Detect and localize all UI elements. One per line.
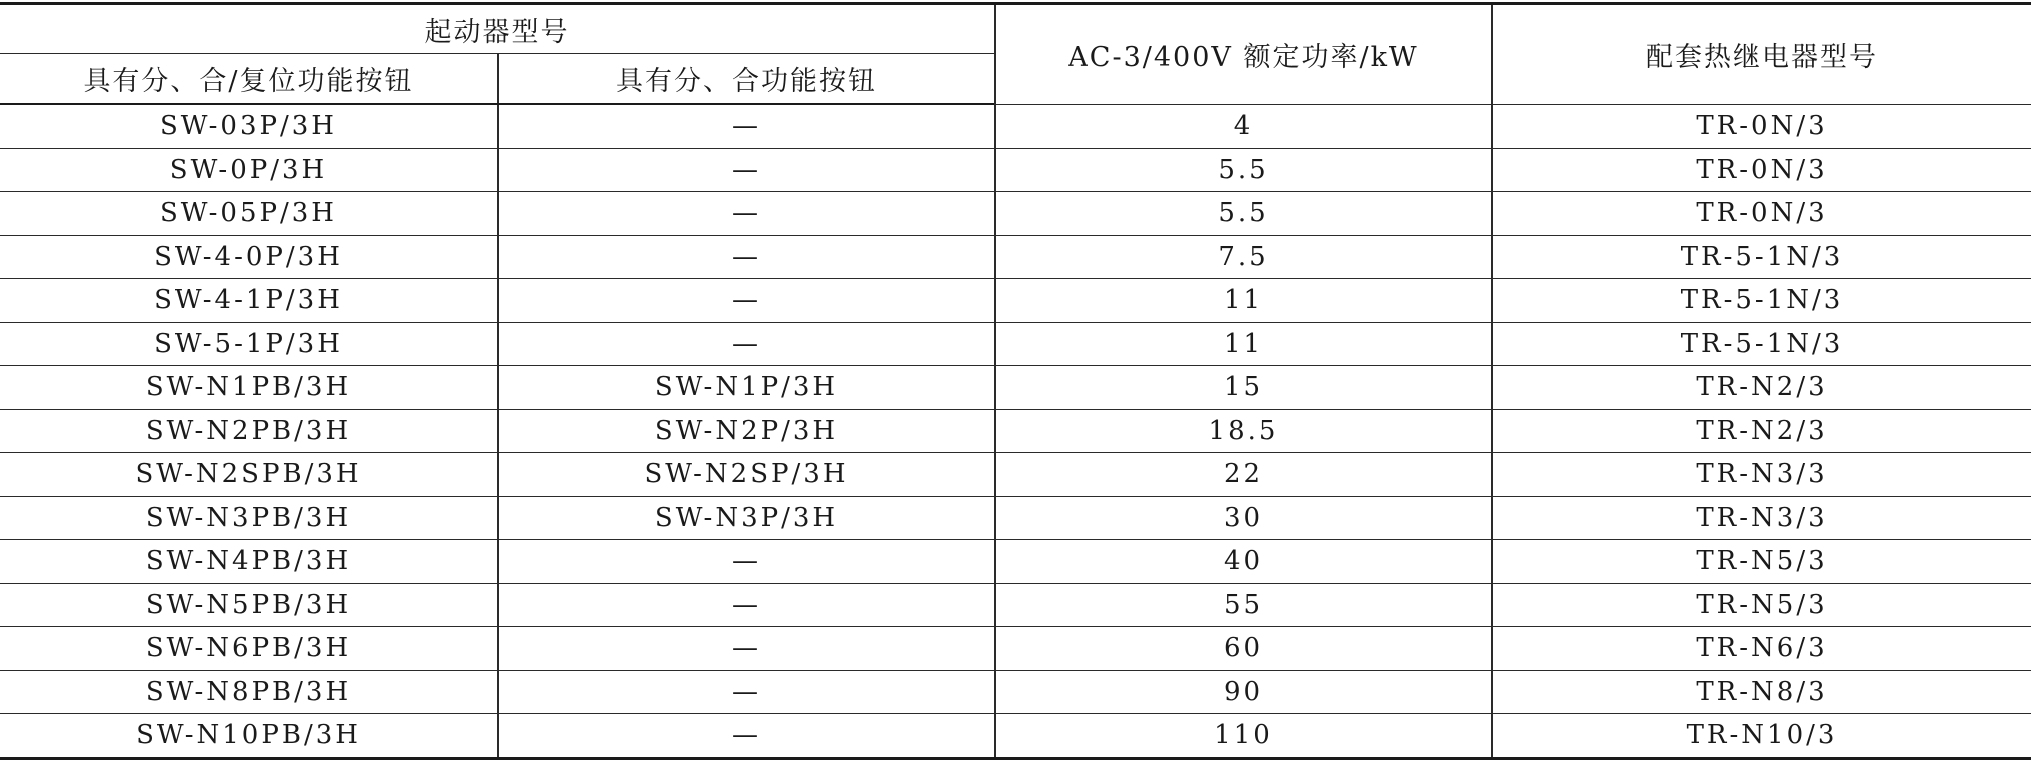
- table-row: [0, 104, 2031, 148]
- cell-rated-power: 110: [995, 714, 1492, 759]
- cell-rated-power: 5.5: [995, 192, 1492, 236]
- table-row: [0, 627, 2031, 671]
- cell-rated-power: 55: [995, 583, 1492, 627]
- table-row: [0, 279, 2031, 323]
- table-row: [0, 714, 2031, 759]
- cell-rated-power: 5.5: [995, 148, 1492, 192]
- table-row: [0, 148, 2031, 192]
- cell-relay-model: TR-5-1N/3: [1492, 279, 2031, 323]
- cell-rated-power: 7.5: [995, 235, 1492, 279]
- cell-rated-power: 4: [995, 104, 1492, 148]
- cell-relay-model: TR-0N/3: [1492, 104, 2031, 148]
- cell-basic-model: SW-N3P/3H: [498, 496, 995, 540]
- cell-rated-power: 18.5: [995, 409, 1492, 453]
- table-row: [0, 235, 2031, 279]
- cell-reset-model: SW-N10PB/3H: [0, 714, 498, 759]
- table-row: [0, 670, 2031, 714]
- cell-reset-model: SW-N1PB/3H: [0, 366, 498, 410]
- cell-relay-model: TR-N3/3: [1492, 496, 2031, 540]
- cell-rated-power: 90: [995, 670, 1492, 714]
- cell-relay-model: TR-N8/3: [1492, 670, 2031, 714]
- cell-reset-model: SW-4-0P/3H: [0, 235, 498, 279]
- cell-reset-model: SW-0P/3H: [0, 148, 498, 192]
- cell-relay-model: TR-N5/3: [1492, 540, 2031, 584]
- table-row: [0, 540, 2031, 584]
- table-row: [0, 453, 2031, 497]
- table-row: [0, 496, 2031, 540]
- cell-basic-model: —: [498, 540, 995, 584]
- cell-basic-model: —: [498, 627, 995, 671]
- cell-basic-model: SW-N2P/3H: [498, 409, 995, 453]
- cell-relay-model: TR-N10/3: [1492, 714, 2031, 759]
- starter-spec-table: [0, 2, 2031, 760]
- header-reset-button-model: 具有分、合/复位功能按钮: [0, 54, 498, 105]
- cell-basic-model: SW-N1P/3H: [498, 366, 995, 410]
- spec-table-container: [0, 2, 2031, 760]
- cell-basic-model: —: [498, 322, 995, 366]
- header-basic-button-model: 具有分、合功能按钮: [498, 54, 995, 105]
- cell-relay-model: TR-N2/3: [1492, 409, 2031, 453]
- cell-rated-power: 22: [995, 453, 1492, 497]
- table-row: [0, 366, 2031, 410]
- table-body: [0, 104, 2031, 758]
- cell-reset-model: SW-N6PB/3H: [0, 627, 498, 671]
- cell-basic-model: —: [498, 235, 995, 279]
- cell-rated-power: 15: [995, 366, 1492, 410]
- cell-relay-model: TR-N5/3: [1492, 583, 2031, 627]
- cell-basic-model: SW-N2SP/3H: [498, 453, 995, 497]
- cell-reset-model: SW-N8PB/3H: [0, 670, 498, 714]
- cell-relay-model: TR-0N/3: [1492, 148, 2031, 192]
- cell-reset-model: SW-4-1P/3H: [0, 279, 498, 323]
- cell-relay-model: TR-N6/3: [1492, 627, 2031, 671]
- cell-rated-power: 11: [995, 322, 1492, 366]
- cell-basic-model: —: [498, 279, 995, 323]
- table-row: [0, 192, 2031, 236]
- header-starter-model-group: 起动器型号: [0, 4, 995, 54]
- cell-rated-power: 30: [995, 496, 1492, 540]
- cell-rated-power: 40: [995, 540, 1492, 584]
- cell-relay-model: TR-0N/3: [1492, 192, 2031, 236]
- cell-reset-model: SW-05P/3H: [0, 192, 498, 236]
- table-header: [0, 4, 2031, 105]
- cell-reset-model: SW-N2SPB/3H: [0, 453, 498, 497]
- cell-reset-model: SW-N3PB/3H: [0, 496, 498, 540]
- cell-rated-power: 60: [995, 627, 1492, 671]
- header-rated-power: AC-3/400V 额定功率/kW: [995, 4, 1492, 105]
- header-row-top: [0, 4, 2031, 54]
- cell-reset-model: SW-N5PB/3H: [0, 583, 498, 627]
- cell-rated-power: 11: [995, 279, 1492, 323]
- cell-reset-model: SW-5-1P/3H: [0, 322, 498, 366]
- cell-reset-model: SW-N2PB/3H: [0, 409, 498, 453]
- cell-basic-model: —: [498, 104, 995, 148]
- table-row: [0, 409, 2031, 453]
- cell-reset-model: SW-03P/3H: [0, 104, 498, 148]
- cell-basic-model: —: [498, 670, 995, 714]
- cell-basic-model: —: [498, 192, 995, 236]
- cell-basic-model: —: [498, 148, 995, 192]
- header-thermal-relay-model: 配套热继电器型号: [1492, 4, 2031, 105]
- cell-relay-model: TR-N2/3: [1492, 366, 2031, 410]
- cell-basic-model: —: [498, 714, 995, 759]
- cell-relay-model: TR-N3/3: [1492, 453, 2031, 497]
- cell-basic-model: —: [498, 583, 995, 627]
- cell-relay-model: TR-5-1N/3: [1492, 322, 2031, 366]
- table-row: [0, 322, 2031, 366]
- cell-reset-model: SW-N4PB/3H: [0, 540, 498, 584]
- cell-relay-model: TR-5-1N/3: [1492, 235, 2031, 279]
- table-row: [0, 583, 2031, 627]
